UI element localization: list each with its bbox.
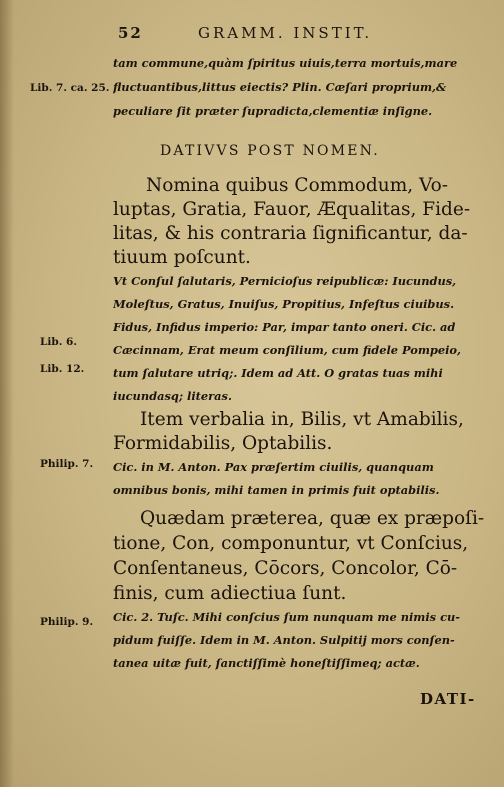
example-line: tum ſalutare utriq;. Idem ad Att. O gratas tuas mihi <box>113 366 443 380</box>
rule-text-line: Nomina quibus Commodum, Vo- <box>146 175 449 196</box>
rule-text-line: luptas, Gratia, Fauor, Æqualitas, Fide- <box>113 199 471 220</box>
rule-text-line: Formidabilis, Optabilis. <box>113 433 333 454</box>
page-number: 52 <box>118 24 143 42</box>
rule-text-line: Conſentaneus, Cōcors, Concolor, Cō- <box>113 558 458 579</box>
example-line: omnibus bonis, mihi tamen in primis fuit optabilis. <box>113 483 440 497</box>
margin-note: Lib. 12. <box>40 363 85 375</box>
example-line: Moleſtus, Gratus, Inuiſus, Propitius, Infeſtus ciuibus. <box>113 297 455 311</box>
rule-text-line: tiuum poſcunt. <box>113 247 251 268</box>
example-line: pidum fuiſſe. Idem in M. Anton. Sulpitij mors conſen- <box>113 633 455 647</box>
rule-text-line: tione, Con, componuntur, vt Conſcius, <box>113 533 469 554</box>
rule-text-line: Item verbalia in, Bilis, vt Amabilis, <box>140 409 464 430</box>
margin-note: Lib. 6. <box>40 336 77 348</box>
example-line: Fidus, Infidus imperio: Par, impar tanto oneri. Cic. ad <box>113 320 456 334</box>
running-title: GRAMM. INSTIT. <box>198 24 373 42</box>
page-gutter-shadow <box>0 0 14 787</box>
example-line: tanea uitæ fuit, ſanctiſſimè honeſtiſſimeq; actæ. <box>113 656 420 670</box>
margin-note: Lib. 7. ca. 25. <box>30 82 110 94</box>
margin-note: Philip. 9. <box>40 616 94 628</box>
page-header <box>118 24 478 44</box>
example-line: Vt Conſul ſalutaris, Pernicioſus reipublicæ: Iucundus, <box>113 274 457 288</box>
example-line: Cæcinnam, Erat meum conſilium, cum fidele Pompeio, <box>113 343 461 357</box>
text-line: peculiare ſit præter ſupradicta,clementiæ inſigne. <box>113 104 433 118</box>
catchword: DATI- <box>420 690 476 708</box>
margin-note: Philip. 7. <box>40 458 94 470</box>
rule-text-line: Quædam præterea, quæ ex præpoſi- <box>140 508 485 529</box>
example-line: Cic. 2. Tuſc. Mihi conſcius ſum nunquam me nimis cu- <box>113 610 461 624</box>
rule-text-line: litas, & his contraria ſignificantur, da- <box>113 223 468 244</box>
text-line: tam commune,quàm ſpiritus uiuis,terra mortuis,mare <box>113 56 458 70</box>
example-line: Cic. in M. Anton. Pax præſertim ciuilis, quanquam <box>113 460 434 474</box>
section-heading: DATIVVS POST NOMEN. <box>160 143 380 159</box>
rule-text-line: finis, cum adiectiua ſunt. <box>113 583 347 604</box>
text-line: fluctuantibus,littus eiectis? Plin. Cæſari proprium,& <box>113 80 447 94</box>
example-line: iucundasq; literas. <box>113 389 232 403</box>
